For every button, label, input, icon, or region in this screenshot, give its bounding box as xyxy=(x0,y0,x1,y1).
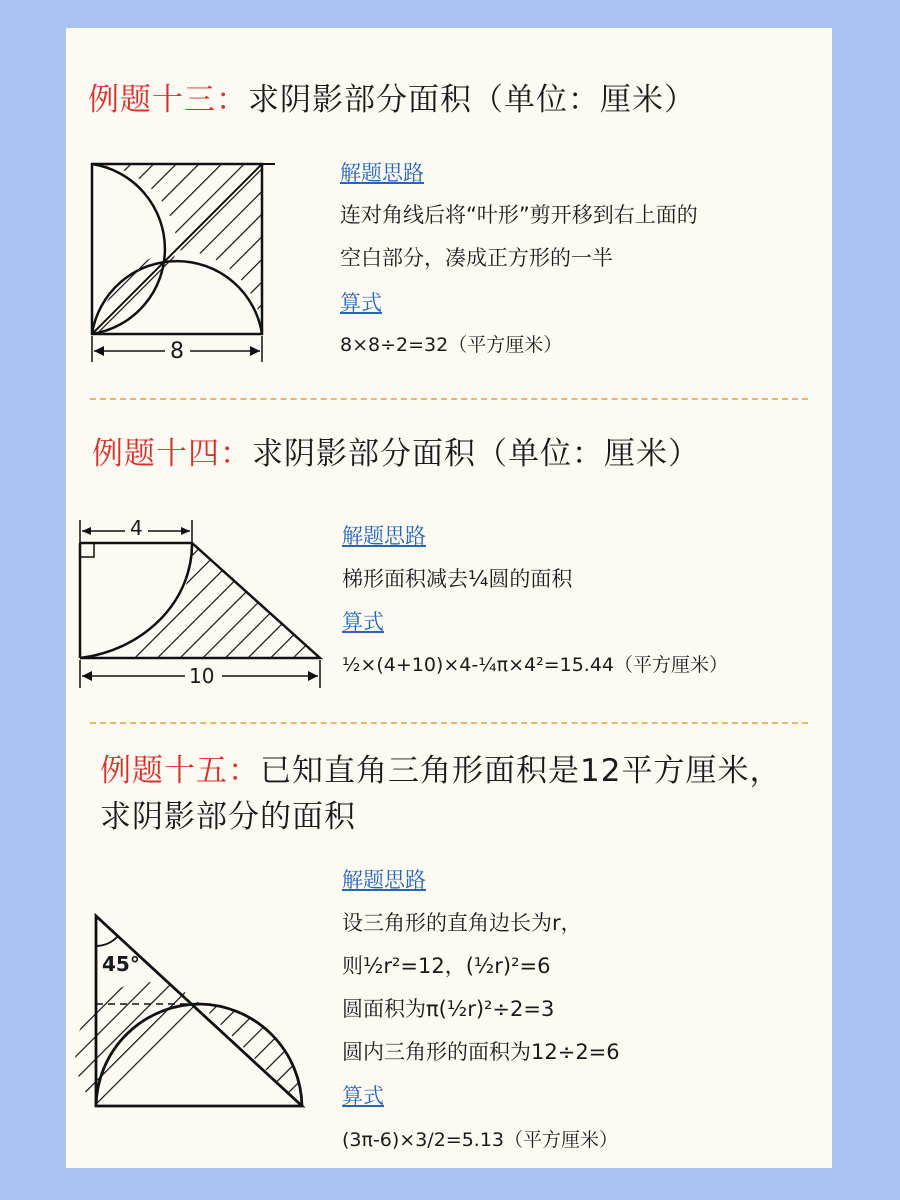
ex14-formula: ½×(4+10)×4-¼π×4²=15.44（平方厘米） xyxy=(342,654,729,676)
divider-2 xyxy=(90,722,808,724)
ex13-title xyxy=(88,74,696,119)
ex14-title-text: 求阴影部分面积（单位：厘米） xyxy=(252,436,700,472)
ex14-title xyxy=(92,428,700,473)
ex14-title-prefix: 例题十四： xyxy=(92,436,252,472)
ex13-title-prefix: 例题十三： xyxy=(88,82,248,118)
ex15-line4: 圆内三角形的面积为12÷2=6 xyxy=(342,1040,620,1064)
ex13-thinking-line1: 连对角线后将“叶形”剪开移到右上面的 xyxy=(340,203,698,227)
ex13-dimension-label: 8 xyxy=(170,339,184,364)
ex13-thinking-line2: 空白部分，凑成正方形的一半 xyxy=(340,246,613,270)
divider-1 xyxy=(90,398,808,400)
ex13-thinking-label: 解题思路 xyxy=(340,161,424,185)
ex15-line3: 圆面积为π(½r)²÷2=3 xyxy=(342,997,555,1021)
ex15-line1: 设三角形的直角边长为r， xyxy=(342,911,582,935)
ex14-thinking-line1: 梯形面积减去¼圆的面积 xyxy=(342,567,573,591)
ex14-dim-bottom: 10 xyxy=(189,664,215,688)
ex14-dim-top: 4 xyxy=(130,516,143,540)
ex13-title-text: 求阴影部分面积（单位：厘米） xyxy=(248,82,696,118)
ex15-thinking-label: 解题思路 xyxy=(342,868,426,892)
ex14-formula-label: 算式 xyxy=(342,610,384,634)
ex15-angle-label: 45° xyxy=(102,952,140,976)
ex15-line2: 则½r²=12，(½r)²=6 xyxy=(342,954,551,978)
ex13-formula-label: 算式 xyxy=(340,291,382,315)
ex15-formula-label: 算式 xyxy=(342,1084,384,1108)
ex15-title xyxy=(100,748,800,840)
ex13-formula: 8×8÷2=32（平方厘米） xyxy=(340,334,563,356)
ex15-title-prefix: 例题十五： xyxy=(100,753,260,789)
ex15-title-text: 已知直角三角形面积是12平方厘米，求阴影部分的面积 xyxy=(100,753,782,835)
ex15-formula: (3π-6)×3/2=5.13（平方厘米） xyxy=(342,1129,619,1151)
ex14-thinking-label: 解题思路 xyxy=(342,524,426,548)
